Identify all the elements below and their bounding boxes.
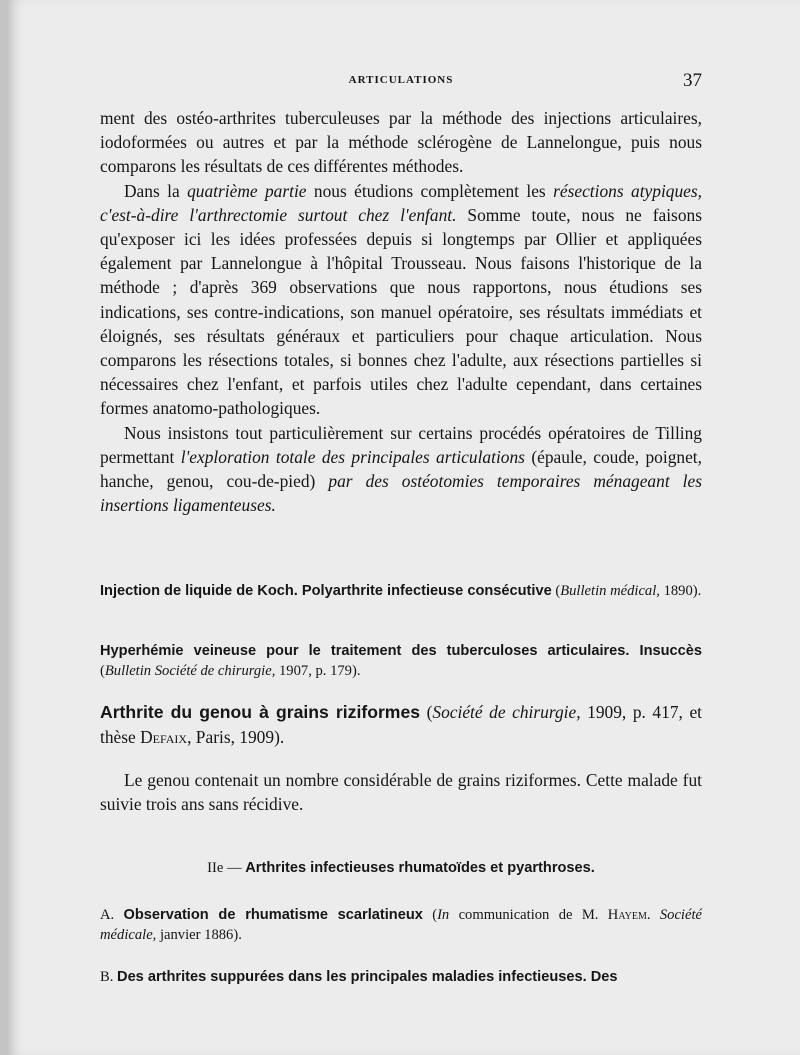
section-title: Arthrites infectieuses rhumatoïdes et pyarthroses. bbox=[245, 860, 595, 876]
book-page bbox=[8, 0, 800, 1055]
item-label: B. bbox=[100, 969, 118, 985]
entry-arthrite-genou: Arthrite du genou à grains riziformes (Société de chirurgie, 1909, p. 417, et thèse Defaix, Paris, 1909). bbox=[100, 702, 702, 747]
running-head: ARTICULATIONS bbox=[348, 74, 454, 86]
section-number: IIe — bbox=[207, 860, 246, 876]
entry-hyperhemie: Hyperhémie veineuse pour le traitement des tuberculoses articulaires. Insuccès (Bulletin Société de chirurgie, 1907, p. 179). bbox=[100, 643, 702, 679]
entry-koch: Injection de liquide de Koch. Polyarthrite infectieuse consécutive (Bulletin médical, 1890). bbox=[100, 583, 702, 599]
entry-title: Hyperhémie veineuse pour le traitement des tuberculoses articulaires. Insuccès bbox=[100, 643, 702, 659]
item-b bbox=[100, 968, 702, 988]
section-heading bbox=[100, 860, 702, 877]
paragraph-genou: Le genou contenait un nombre considérable de grains riziformes. Cette malade fut suivie trois ans sans récidive. bbox=[100, 770, 702, 815]
item-label: A. bbox=[100, 907, 124, 923]
entry-title: Injection de liquide de Koch. Polyarthrite infectieuse consécutive bbox=[100, 583, 552, 599]
entry-title: Observation de rhumatisme scarlatineux bbox=[123, 907, 423, 923]
item-a: A. Observation de rhumatisme scarlatineux (In communication de M. Hayem. Société médicale, janvier 1886). bbox=[100, 907, 702, 943]
paragraph-quatrieme-partie: Dans la quatrième partie nous étudions complètement les résections atypiques, c'est-à-dire l'arthrectomie surtout chez l'enfant. Somme toute, nous ne faisons qu'exposer ici les idées professées depuis si longtemps par Ollier et appliquées également par Lannelongue à l'hôpital Trousseau. Nous faisons l'historique de la méthode ; d'après 369 observations que nous rapportons, nous étudions ses indications, ses contre-indications, son manuel opératoire, ses résultats immédiats et éloignés, ses résultats généraux et particuliers pour chaque articulation. Nous comparons les résections totales, si bonnes chez l'adulte, aux résections partielles si nécessaires chez l'enfant, et parfois utiles chez l'adulte cependant, dans certaines formes anatomo-pathologiques. bbox=[100, 180, 702, 419]
paragraph-tilling: Nous insistons tout particulièrement sur certains procédés opératoires de Tilling permettant l'exploration totale des principales articulations (épaule, coude, poignet, hanche, genou, cou-de-pied) par des ostéotomies temporaires ménageant les insertions ligamenteuses. bbox=[100, 422, 703, 516]
page-header bbox=[100, 70, 702, 94]
page-number: 37 bbox=[683, 70, 702, 91]
entry-title: Des arthrites suppurées dans les principales maladies infectieuses. Des bbox=[117, 969, 618, 985]
body-text bbox=[100, 106, 702, 517]
paragraph-continuation: ment des ostéo-arthrites tuberculeuses par la méthode des injections articulaires, iodoformées ou autres et par la méthode sclérogène de Lannelongue, puis nous comparons les résultats de ces différentes méthodes. bbox=[100, 108, 702, 177]
entry-title: Arthrite du genou à grains riziformes bbox=[100, 702, 421, 722]
